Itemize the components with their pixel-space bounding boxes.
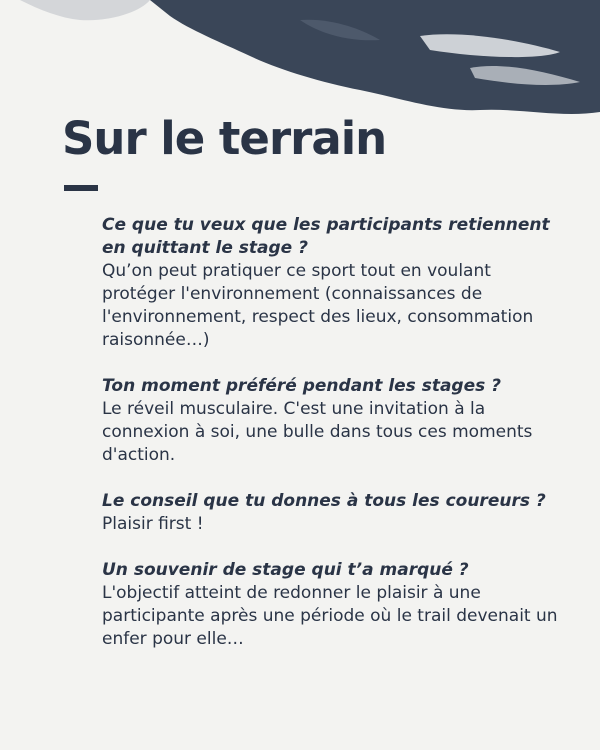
qa-item xyxy=(102,375,562,467)
answer: L'objectif atteint de redonner le plaisir à une participante après une période où le trail devenait un enfer pour elle… xyxy=(102,583,558,649)
answer: Qu’on peut pratiquer ce sport tout en voulant protéger l'environnement (connaissances de l'environnement, respect des lieux, consommation raisonnée…) xyxy=(102,261,534,350)
question: Ton moment préféré pendant les stages ? xyxy=(102,376,502,396)
question: Ce que tu veux que les participants retiennent en quittant le stage ? xyxy=(102,215,550,258)
qa-item xyxy=(102,559,562,651)
answer: Plaisir first ! xyxy=(102,514,204,534)
page-title: Sur le terrain xyxy=(62,112,387,165)
qa-list xyxy=(102,214,562,674)
qa-item xyxy=(102,214,562,352)
title-underline xyxy=(64,185,98,191)
question: Un souvenir de stage qui t’a marqué ? xyxy=(102,560,469,580)
answer: Le réveil musculaire. C'est une invitation à la connexion à soi, une bulle dans tous ces moments d'action. xyxy=(102,399,533,465)
qa-item xyxy=(102,490,562,536)
question: Le conseil que tu donnes à tous les coureurs ? xyxy=(102,491,546,511)
